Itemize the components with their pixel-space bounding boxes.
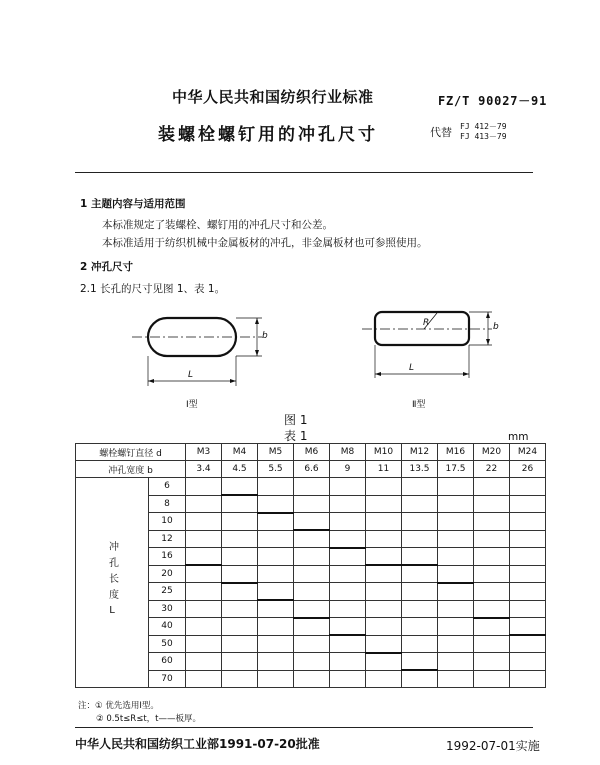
- range-cell: [438, 513, 474, 531]
- range-cell: [330, 530, 366, 548]
- range-cell: [294, 548, 330, 566]
- length-cell: 40: [149, 618, 186, 636]
- range-cell: [294, 513, 330, 531]
- range-cell: [330, 635, 366, 653]
- range-cell: [186, 653, 222, 671]
- diameter-cell: M24: [510, 444, 546, 461]
- range-cell: [258, 495, 294, 513]
- range-cell: [330, 600, 366, 618]
- type1-L-label: L: [188, 370, 194, 380]
- width-cell: 3.4: [186, 461, 222, 478]
- width-row-label: 冲孔宽度 b: [76, 461, 186, 478]
- range-cell: [186, 635, 222, 653]
- page-title: 装螺栓螺钉用的冲孔尺寸: [158, 125, 378, 145]
- range-cell: [294, 600, 330, 618]
- range-cell: [222, 513, 258, 531]
- range-cell: [186, 495, 222, 513]
- range-cell: [474, 548, 510, 566]
- range-cell: [330, 618, 366, 636]
- range-cell: [222, 670, 258, 688]
- range-cell: [474, 600, 510, 618]
- range-cell: [438, 548, 474, 566]
- type2-R-label: R: [423, 318, 430, 328]
- range-cell: [330, 478, 366, 496]
- length-cell: 25: [149, 583, 186, 601]
- range-cell: [510, 618, 546, 636]
- standard-number: FZ/T 90027－91: [438, 94, 548, 108]
- replaces-label: 代替: [430, 126, 452, 139]
- range-cell: [474, 513, 510, 531]
- type2-slot-outline: [375, 312, 469, 345]
- range-cell: [510, 513, 546, 531]
- range-cell: [510, 565, 546, 583]
- length-cell: 12: [149, 530, 186, 548]
- diameter-row: [76, 444, 546, 461]
- range-cell: [294, 583, 330, 601]
- range-cell: [474, 653, 510, 671]
- range-cell: [222, 478, 258, 496]
- length-row: [76, 478, 546, 496]
- range-cell: [294, 670, 330, 688]
- range-cell: [474, 618, 510, 636]
- range-cell: [402, 583, 438, 601]
- length-cell: 6: [149, 478, 186, 496]
- section-1-paragraph: 本标准规定了装螺栓、螺钉用的冲孔尺寸和公差。: [102, 219, 333, 231]
- range-cell: [258, 548, 294, 566]
- range-cell: [438, 653, 474, 671]
- range-cell: [222, 583, 258, 601]
- hole-size-table: [75, 443, 546, 688]
- range-cell: [222, 548, 258, 566]
- range-cell: [222, 635, 258, 653]
- range-cell: [186, 670, 222, 688]
- range-cell: [402, 565, 438, 583]
- range-cell: [222, 530, 258, 548]
- table-unit: mm: [508, 431, 529, 443]
- range-cell: [474, 583, 510, 601]
- range-cell: [438, 618, 474, 636]
- diameter-cell: M10: [366, 444, 402, 461]
- figure-caption: 图 1: [284, 413, 308, 427]
- range-cell: [186, 565, 222, 583]
- range-cell: [222, 600, 258, 618]
- range-cell: [402, 670, 438, 688]
- range-cell: [510, 583, 546, 601]
- range-cell: [438, 478, 474, 496]
- range-cell: [474, 530, 510, 548]
- range-cell: [294, 495, 330, 513]
- diameter-row-label: 螺栓螺钉直径 d: [76, 444, 186, 461]
- range-cell: [186, 530, 222, 548]
- range-cell: [402, 548, 438, 566]
- range-cell: [366, 618, 402, 636]
- section-2-heading: 2 冲孔尺寸: [80, 261, 133, 273]
- range-cell: [222, 565, 258, 583]
- type1-b-label: b: [262, 331, 268, 341]
- range-cell: [330, 495, 366, 513]
- range-cell: [258, 635, 294, 653]
- type2-L-label: L: [409, 363, 415, 373]
- issuing-organization: 中华人民共和国纺织行业标准: [172, 88, 374, 106]
- diameter-cell: M16: [438, 444, 474, 461]
- width-cell: 4.5: [222, 461, 258, 478]
- range-cell: [402, 478, 438, 496]
- range-cell: [366, 583, 402, 601]
- width-cell: 22: [474, 461, 510, 478]
- diameter-cell: M20: [474, 444, 510, 461]
- length-cell: 60: [149, 653, 186, 671]
- range-cell: [510, 653, 546, 671]
- range-cell: [402, 653, 438, 671]
- range-cell: [438, 495, 474, 513]
- width-cell: 17.5: [438, 461, 474, 478]
- width-cell: 26: [510, 461, 546, 478]
- range-cell: [294, 478, 330, 496]
- range-cell: [330, 513, 366, 531]
- range-cell: [294, 530, 330, 548]
- range-cell: [474, 565, 510, 583]
- range-cell: [330, 548, 366, 566]
- range-cell: [258, 600, 294, 618]
- range-cell: [258, 530, 294, 548]
- range-cell: [258, 618, 294, 636]
- length-cell: 50: [149, 635, 186, 653]
- range-cell: [186, 618, 222, 636]
- table-caption: 表 1: [284, 429, 308, 443]
- range-cell: [258, 670, 294, 688]
- range-cell: [294, 653, 330, 671]
- range-cell: [474, 670, 510, 688]
- length-cell: 10: [149, 513, 186, 531]
- range-cell: [366, 513, 402, 531]
- range-cell: [258, 478, 294, 496]
- range-cell: [510, 478, 546, 496]
- range-cell: [294, 635, 330, 653]
- diameter-cell: M3: [186, 444, 222, 461]
- section-2-1-text: 2.1 长孔的尺寸见图 1、表 1。: [80, 283, 226, 295]
- range-cell: [402, 600, 438, 618]
- width-row: [76, 461, 546, 478]
- range-cell: [330, 653, 366, 671]
- diameter-cell: M8: [330, 444, 366, 461]
- range-cell: [438, 530, 474, 548]
- type1-label: Ⅰ型: [186, 400, 198, 410]
- bottom-divider: [75, 727, 533, 728]
- range-cell: [222, 618, 258, 636]
- width-cell: 6.6: [294, 461, 330, 478]
- replaces-item: FJ 413－79: [460, 132, 507, 141]
- range-cell: [402, 635, 438, 653]
- range-cell: [438, 583, 474, 601]
- range-cell: [510, 635, 546, 653]
- width-cell: 11: [366, 461, 402, 478]
- range-cell: [258, 583, 294, 601]
- range-cell: [510, 530, 546, 548]
- width-cell: 9: [330, 461, 366, 478]
- range-cell: [330, 670, 366, 688]
- range-cell: [186, 478, 222, 496]
- effective-date: 1992-07-01实施: [446, 739, 540, 753]
- note-1: 注：① 优先选用Ⅰ型。: [78, 701, 159, 711]
- range-cell: [438, 635, 474, 653]
- range-cell: [510, 600, 546, 618]
- range-cell: [510, 548, 546, 566]
- range-cell: [186, 548, 222, 566]
- width-cell: 5.5: [258, 461, 294, 478]
- range-cell: [402, 530, 438, 548]
- length-cell: 8: [149, 495, 186, 513]
- range-cell: [366, 635, 402, 653]
- range-cell: [474, 635, 510, 653]
- range-cell: [258, 653, 294, 671]
- range-cell: [258, 565, 294, 583]
- length-side-label-text: 冲孔长度L: [106, 540, 118, 622]
- diameter-cell: M4: [222, 444, 258, 461]
- range-cell: [186, 513, 222, 531]
- range-cell: [294, 565, 330, 583]
- note-2: ② 0.5t≤R≤t，t——板厚。: [96, 714, 201, 724]
- section-1-paragraph: 本标准适用于纺织机械中金属板材的冲孔，非金属板材也可参照使用。: [102, 237, 428, 249]
- range-cell: [366, 670, 402, 688]
- range-cell: [330, 565, 366, 583]
- range-cell: [402, 495, 438, 513]
- type2-b-label: b: [493, 322, 499, 332]
- length-cell: 16: [149, 548, 186, 566]
- length-cell: 30: [149, 600, 186, 618]
- range-cell: [510, 670, 546, 688]
- range-cell: [294, 618, 330, 636]
- range-cell: [366, 478, 402, 496]
- range-cell: [474, 495, 510, 513]
- length-cell: 70: [149, 670, 186, 688]
- length-side-label: [76, 478, 149, 688]
- range-cell: [330, 583, 366, 601]
- range-cell: [438, 600, 474, 618]
- length-cell: 20: [149, 565, 186, 583]
- range-cell: [510, 495, 546, 513]
- range-cell: [366, 600, 402, 618]
- range-cell: [186, 600, 222, 618]
- range-cell: [474, 478, 510, 496]
- diameter-cell: M6: [294, 444, 330, 461]
- range-cell: [222, 653, 258, 671]
- range-cell: [222, 495, 258, 513]
- diameter-cell: M5: [258, 444, 294, 461]
- range-cell: [258, 513, 294, 531]
- range-cell: [186, 583, 222, 601]
- range-cell: [366, 653, 402, 671]
- width-cell: 13.5: [402, 461, 438, 478]
- type2-label: Ⅱ型: [412, 400, 426, 410]
- range-cell: [402, 618, 438, 636]
- range-cell: [366, 565, 402, 583]
- diameter-cell: M12: [402, 444, 438, 461]
- range-cell: [402, 513, 438, 531]
- section-1-heading: 1 主题内容与适用范围: [80, 198, 186, 210]
- range-cell: [438, 670, 474, 688]
- approval-line: 中华人民共和国纺织工业部1991-07-20批准: [75, 737, 320, 751]
- replaces-item: FJ 412－79: [460, 122, 507, 131]
- range-cell: [366, 548, 402, 566]
- range-cell: [366, 495, 402, 513]
- range-cell: [366, 530, 402, 548]
- range-cell: [438, 565, 474, 583]
